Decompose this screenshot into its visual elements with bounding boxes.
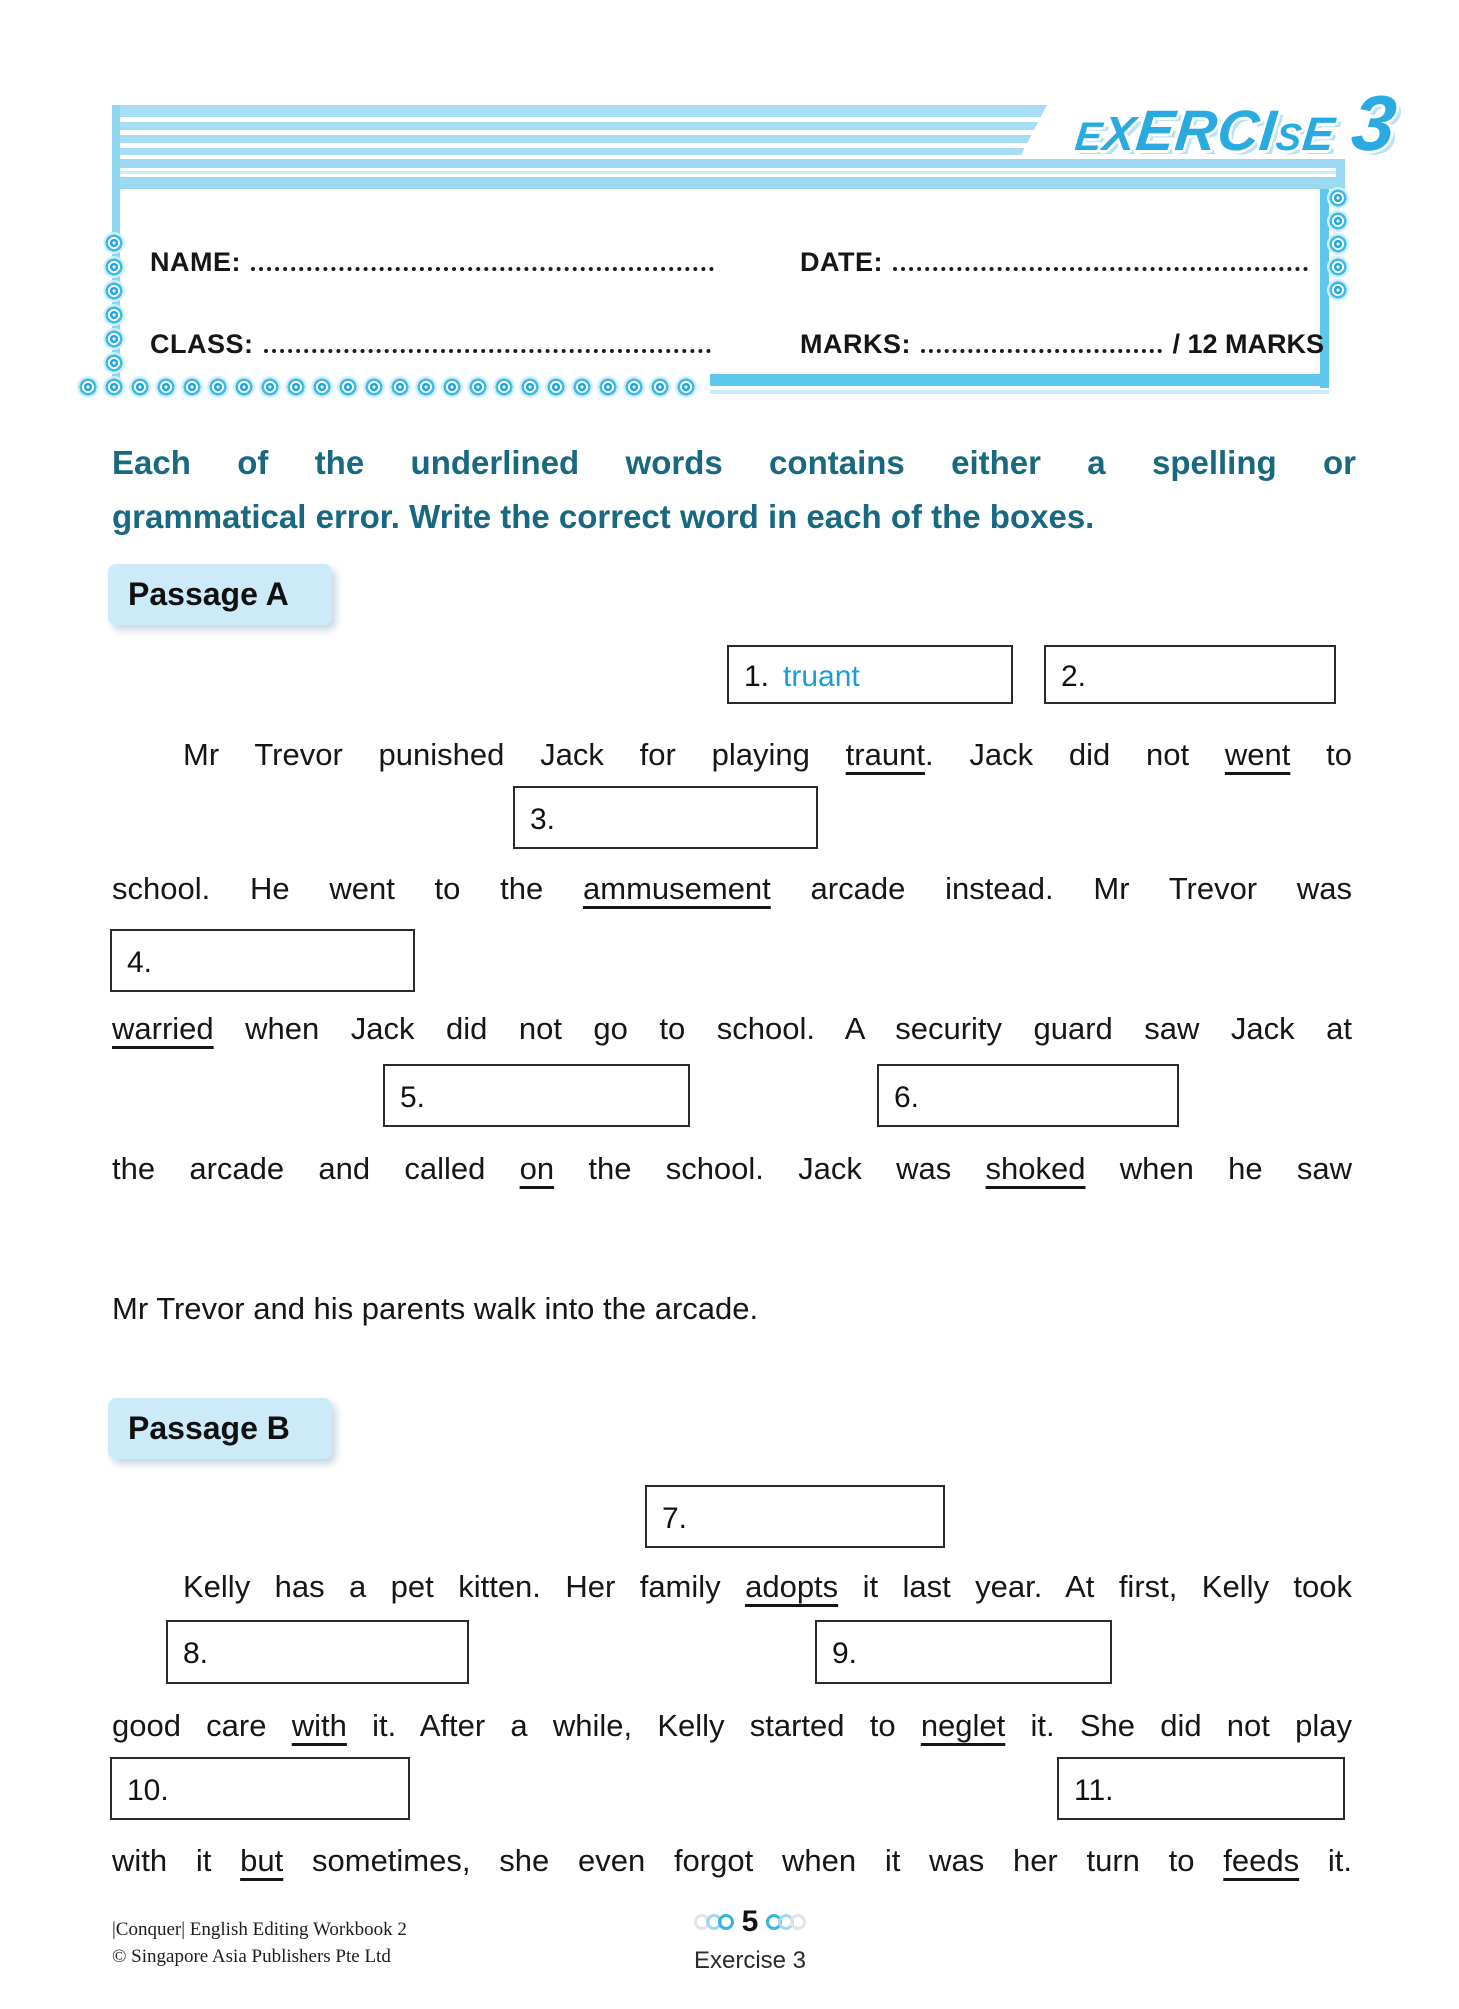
answer-box-6-number: 6. xyxy=(894,1080,920,1114)
class-field xyxy=(150,316,715,360)
page-number: 5 xyxy=(741,1905,759,1938)
answer-box-9[interactable] xyxy=(815,1620,1112,1684)
answer-box-8[interactable] xyxy=(166,1620,469,1684)
passage-a-line-3: warried when Jack did not go to school. A security guard saw Jack at xyxy=(112,1011,1352,1046)
answer-box-4-number: 4. xyxy=(127,945,153,979)
answer-box-7[interactable] xyxy=(645,1485,945,1548)
answer-box-9-number: 9. xyxy=(832,1637,858,1670)
instructions xyxy=(112,436,1356,544)
passage-a-line-4: the arcade and called on the school. Jack was shoked when he saw xyxy=(112,1151,1352,1186)
form-bottom-border xyxy=(710,374,1329,386)
form-bottom-border-echo xyxy=(710,390,1329,394)
footer-page-info xyxy=(560,1905,940,1975)
exercise-logo-word: EXERCISE xyxy=(1072,99,1338,163)
answer-box-1[interactable] xyxy=(727,645,1013,704)
passage-a-line-5: Mr Trevor and his parents walk into the arcade. xyxy=(112,1291,759,1326)
answer-box-8-number: 8. xyxy=(183,1637,209,1670)
passage-a-label: Passage A xyxy=(108,564,332,625)
marks-field xyxy=(800,316,1324,360)
passage-b-line-1: Kelly has a pet kitten. Her family adopts it last year. At first, Kelly took xyxy=(183,1569,1352,1604)
date-field xyxy=(800,234,1312,278)
answer-box-2-number: 2. xyxy=(1061,659,1087,693)
marks-label: MARKS: xyxy=(800,329,911,359)
passage-b-line-2: good care with it. After a while, Kelly started to neglet it. She did not play xyxy=(112,1708,1352,1743)
exercise-logo xyxy=(976,78,1401,167)
passage-a-line-2: school. He went to the ammusement arcade instead. Mr Trevor was xyxy=(112,871,1352,906)
date-label: DATE: xyxy=(800,247,883,277)
exercise-logo-number: 3 xyxy=(1347,79,1401,167)
page-number-ornament xyxy=(560,1905,940,1939)
answer-box-2[interactable] xyxy=(1044,645,1336,704)
answer-box-10-number: 10. xyxy=(127,1773,169,1807)
answer-box-5[interactable] xyxy=(383,1064,690,1127)
passage-b-line-3: with it but sometimes, she even forgot when it was her turn to feeds it. xyxy=(112,1843,1353,1878)
answer-box-5-number: 5. xyxy=(400,1080,426,1114)
answer-box-1-answer: truant xyxy=(783,659,860,693)
footer-exercise-name: Exercise 3 xyxy=(693,1947,807,1974)
instructions-line-1: Each of the underlined words contains either a spelling or xyxy=(112,444,1356,481)
answer-box-3-number: 3. xyxy=(530,802,556,836)
passage-b-label: Passage B xyxy=(108,1398,332,1459)
passage-a-line-1: Mr Trevor punished Jack for playing traunt. Jack did not went to xyxy=(183,737,1352,772)
date-input-line[interactable] xyxy=(893,266,1308,271)
class-input-line[interactable] xyxy=(264,348,712,353)
answer-box-10[interactable] xyxy=(110,1757,410,1820)
ring-icon xyxy=(718,1914,734,1930)
footer-publisher-info xyxy=(112,1916,407,1970)
answer-box-7-number: 7. xyxy=(662,1501,688,1535)
name-field xyxy=(150,234,718,278)
answer-box-1-number: 1. xyxy=(744,659,770,693)
answer-box-6[interactable] xyxy=(877,1064,1179,1127)
answer-box-3[interactable] xyxy=(513,786,818,849)
instructions-line-2: grammatical error. Write the correct word in each of the boxes. xyxy=(112,498,1095,535)
footer-copyright: © Singapore Asia Publishers Pte Ltd xyxy=(112,1946,391,1967)
marks-total: / 12 MARKS xyxy=(1172,329,1324,359)
answer-box-11-number: 11. xyxy=(1074,1773,1114,1807)
ring-icon xyxy=(790,1914,806,1930)
answer-box-11[interactable] xyxy=(1057,1757,1345,1820)
header-stripes xyxy=(112,105,1047,155)
answer-box-4[interactable] xyxy=(110,929,415,992)
footer-book-title: |Conquer| English Editing Workbook 2 xyxy=(112,1919,407,1940)
name-label: NAME: xyxy=(150,247,241,277)
name-input-line[interactable] xyxy=(251,266,714,271)
class-label: CLASS: xyxy=(150,329,254,359)
marks-input-line[interactable] xyxy=(921,348,1162,353)
